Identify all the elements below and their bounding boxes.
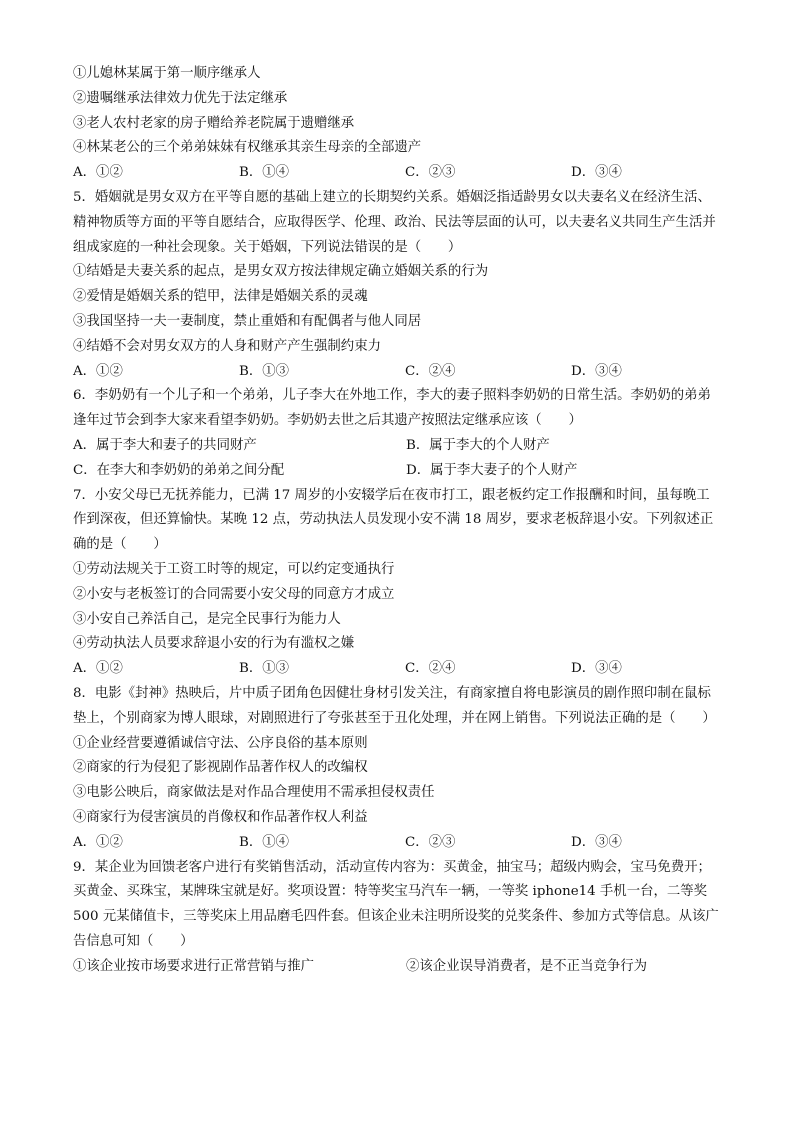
q6-stem: 6．李奶奶有一个儿子和一个弟弟，儿子李大在外地工作，李大的妻子照料李奶奶的日常生活。李奶奶的弟弟逢年过节会到李大家来看望李奶奶。李奶奶去世之后其遗产按照法定继承应该（ ） — [73, 388, 711, 429]
q5-option-a[interactable]: A．①② — [73, 363, 123, 379]
q9-statement-2: ②该企业误导消费者，是不正当竞争行为 — [406, 958, 648, 974]
q8-statement-3: ③电影公映后，商家做法是对作品合理使用不需承担侵权责任 — [73, 785, 435, 801]
q9-statements-row-1 — [73, 955, 721, 980]
q6-option-b[interactable]: B．属于李大的个人财产 — [406, 437, 550, 453]
q7-statement-4: ④劳动执法人员要求辞退小安的行为有滥权之嫌 — [73, 636, 355, 652]
q8-option-d[interactable]: D．③④ — [571, 834, 622, 850]
q7-options — [73, 657, 721, 682]
q7-option-b[interactable]: B．①③ — [239, 661, 290, 677]
q8-option-c[interactable]: C．②③ — [405, 834, 456, 850]
q4-statement-3: ③老人农村老家的房子赠给养老院属于遗赠继承 — [73, 115, 355, 131]
q7-option-d[interactable]: D．③④ — [571, 661, 622, 677]
q5-statement-2: ②爱情是婚姻关系的铠甲，法律是婚姻关系的灵魂 — [73, 289, 368, 305]
q4-option-a[interactable]: A．①② — [73, 165, 123, 181]
q6-options-row-2 — [73, 459, 721, 484]
q6-option-a[interactable]: A．属于李大和妻子的共同财产 — [73, 437, 257, 453]
exam-page — [73, 62, 721, 979]
q4-options — [73, 161, 721, 186]
q6-options-row-1 — [73, 434, 721, 459]
q8-option-a[interactable]: A．①② — [73, 834, 123, 850]
q8-stem: 8．电影《封神》热映后，片中质子团角色因健壮身材引发关注，有商家擅自将电影演员的剧作照印制在鼠标垫上，个别商家为博人眼球，对剧照进行了夸张甚至于丑化处理，并在网上销售。下列说法正确的是（ ） — [73, 685, 716, 726]
q9-statement-1: ①该企业按市场要求进行正常营销与推广 — [73, 958, 315, 974]
q4-statement-2: ②遗嘱继承法律效力优先于法定继承 — [73, 90, 288, 106]
q5-statement-1: ①结婚是夫妻关系的起点，是男女双方按法律规定确立婚姻关系的行为 — [73, 264, 489, 280]
q4-option-b[interactable]: B．①④ — [239, 165, 290, 181]
q8-statement-1: ①企业经营要遵循诚信守法、公序良俗的基本原则 — [73, 735, 368, 751]
q4-option-c[interactable]: C．②③ — [405, 165, 456, 181]
q5-option-d[interactable]: D．③④ — [571, 363, 622, 379]
q7-statement-2: ②小安与老板签订的合同需要小安父母的同意方才成立 — [73, 586, 395, 602]
q8-options — [73, 831, 721, 856]
q5-statement-4: ④结婚不会对男女双方的人身和财产产生强制约束力 — [73, 338, 381, 354]
q9-stem: 9．某企业为回馈老客户进行有奖销售活动，活动宣传内容为：买黄金，抽宝马；超级内购会，宝马免费开；买黄金、买珠宝，某牌珠宝就是好。奖项设置：特等奖宝马汽车一辆，一等奖 iphone14 手机一台，二等奖 500 元某储值卡，三等奖床上用品磨毛四件套。但该企业未注明所设奖的兑奖条件、参加方式等信息。从该广告信息可知（ ） — [73, 859, 719, 949]
q8-statement-2: ②商家的行为侵犯了影视剧作品著作权人的改编权 — [73, 760, 368, 776]
q5-statement-3: ③我国坚持一夫一妻制度，禁止重婚和有配偶者与他人同居 — [73, 313, 422, 329]
q6-option-c[interactable]: C．在李大和李奶奶的弟弟之间分配 — [73, 462, 285, 478]
q4-statement-1: ①儿媳林某属于第一顺序继承人 — [73, 66, 261, 81]
q7-statement-3: ③小安自己养活自己，是完全民事行为能力人 — [73, 611, 341, 627]
q7-stem: 7．小安父母已无抚养能力，已满 17 周岁的小安辍学后在夜市打工，跟老板约定工作报酬和时间，虽每晚工作到深夜，但还算愉快。某晚 12 点，劳动执法人员发现小安不满 18 周岁，要求老板辞退小安。下列叙述正确的是（ ） — [73, 487, 714, 553]
q5-option-c[interactable]: C．②④ — [405, 363, 456, 379]
q5-stem: 5．婚姻就是男女双方在平等自愿的基础上建立的长期契约关系。婚姻泛指适龄男女以夫妻名义在经济生活、精神物质等方面的平等自愿结合，应取得医学、伦理、政治、民法等层面的认可，以夫妻名义共同生产生活并组成家庭的一种社会现象。关于婚姻，下列说法错误的是（ ） — [73, 189, 716, 255]
q8-option-b[interactable]: B．①④ — [239, 834, 290, 850]
q7-option-a[interactable]: A．①② — [73, 661, 123, 677]
q6-option-d[interactable]: D．属于李大妻子的个人财产 — [406, 462, 578, 478]
q4-option-d[interactable]: D．③④ — [571, 165, 622, 181]
q5-option-b[interactable]: B．①③ — [239, 363, 290, 379]
q7-statement-1: ①劳动法规关于工资工时等的规定，可以约定变通执行 — [73, 561, 395, 577]
q8-statement-4: ④商家行为侵害演员的肖像权和作品著作权人利益 — [73, 809, 368, 825]
q5-options — [73, 360, 721, 385]
q4-statement-4: ④林某老公的三个弟弟妹妹有权继承其亲生母亲的全部遗产 — [73, 140, 422, 156]
q7-option-c[interactable]: C．②④ — [405, 661, 456, 677]
